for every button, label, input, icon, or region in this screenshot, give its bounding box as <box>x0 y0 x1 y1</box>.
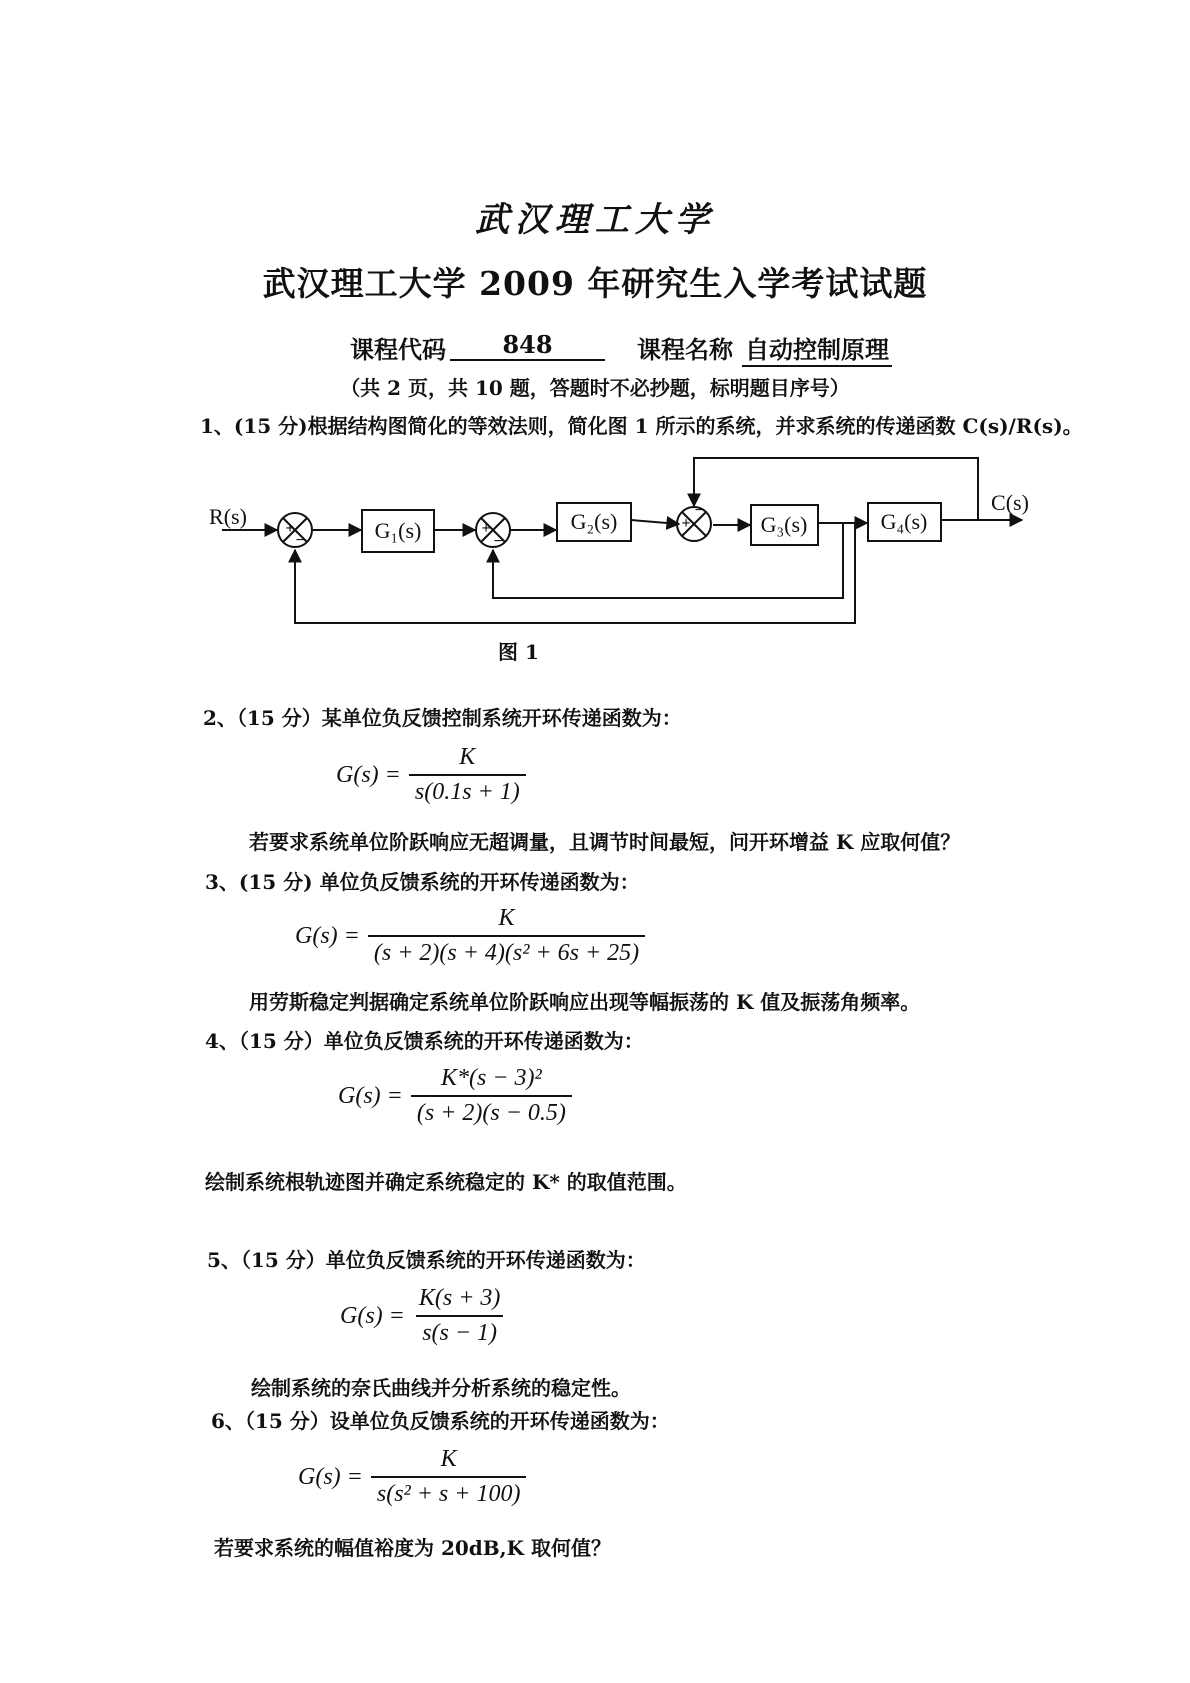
block-g1-label: G₁(s) <box>374 518 422 543</box>
block-g2-label: G₂(s) <box>570 509 618 534</box>
sum2-plus-sign: + <box>481 520 491 537</box>
formula-numerator: K*(s − 3)² <box>441 1065 542 1091</box>
formula-lhs: G(s) = <box>340 1302 405 1329</box>
formula-denominator: (s + 2)(s + 4)(s² + 6s + 25) <box>368 935 645 967</box>
formula-numerator: K(s + 3) <box>418 1285 501 1311</box>
output-label: C(s) <box>991 490 1029 515</box>
formula-q3 <box>295 905 645 967</box>
formula-numerator: K <box>498 905 515 931</box>
block-g4-label: G₄(s) <box>880 509 928 534</box>
course-name-label: 课程名称 <box>637 335 733 364</box>
question-3-followup: 用劳斯稳定判据确定系统单位阶跃响应出现等幅振荡的 K 值及振荡角频率。 <box>249 990 921 1014</box>
course-code-label: 课程代码 <box>350 335 446 364</box>
question-4: 4、（15 分）单位负反馈系统的开环传递函数为： <box>205 1029 644 1053</box>
formula-lhs: G(s) = <box>295 922 360 949</box>
block-g3-label: G₃(s) <box>760 512 808 537</box>
question-6: 6、（15 分）设单位负反馈系统的开环传递函数为： <box>211 1409 670 1433</box>
sum1-plus-sign: + <box>285 520 295 537</box>
question-3: 3、(15 分) 单位负反馈系统的开环传递函数为： <box>205 870 640 894</box>
exam-title: 武汉理工大学 2009 年研究生入学考试试题 <box>262 264 928 303</box>
question-5: 5、（15 分）单位负反馈系统的开环传递函数为： <box>207 1248 646 1272</box>
block-diagram <box>200 440 1040 630</box>
university-name: 武汉理工大学 <box>475 200 715 240</box>
formula-q6 <box>298 1446 526 1508</box>
exam-note: （共 2 页，共 10 题，答题时不必抄题，标明题目序号） <box>340 376 850 400</box>
formula-denominator: s(s² + s + 100) <box>371 1476 527 1508</box>
formula-numerator: K <box>440 1446 457 1472</box>
formula-lhs: G(s) = <box>336 761 401 788</box>
formula-lhs: G(s) = <box>338 1082 403 1109</box>
question-2: 2、（15 分）某单位负反馈控制系统开环传递函数为： <box>203 706 682 730</box>
sum1-minus-sign: − <box>295 532 305 549</box>
formula-denominator: s(s − 1) <box>416 1315 503 1347</box>
sum3-plus-sign: + <box>681 515 691 532</box>
sum2-minus-sign: − <box>493 533 503 550</box>
formula-lhs: G(s) = <box>298 1463 363 1490</box>
question-2-followup: 若要求系统单位阶跃响应无超调量，且调节时间最短，问开环增益 K 应取何值？ <box>249 830 961 854</box>
question-4-followup: 绘制系统根轨迹图并确定系统稳定的 K* 的取值范围。 <box>205 1170 687 1194</box>
formula-q2 <box>336 744 526 806</box>
course-name: 自动控制原理 <box>742 330 892 367</box>
question-1: 1、(15 分)根据结构图简化的等效法则，简化图 1 所示的系统，并求系统的传递函数 C(s)/R(s)。 <box>200 414 1083 438</box>
formula-q5 <box>340 1285 506 1347</box>
question-5-followup: 绘制系统的奈氏曲线并分析系统的稳定性。 <box>251 1376 631 1400</box>
formula-denominator: s(0.1s + 1) <box>409 774 526 806</box>
course-code: 848 <box>450 330 605 361</box>
formula-numerator: K <box>459 744 476 770</box>
formula-q4 <box>338 1065 572 1127</box>
figure-caption: 图 1 <box>498 640 539 664</box>
sum3-minus-sign: − <box>694 502 704 519</box>
input-label: R(s) <box>209 504 247 529</box>
question-6-followup: 若要求系统的幅值裕度为 20dB,K 取何值？ <box>214 1536 611 1560</box>
formula-denominator: (s + 2)(s − 0.5) <box>411 1095 572 1127</box>
